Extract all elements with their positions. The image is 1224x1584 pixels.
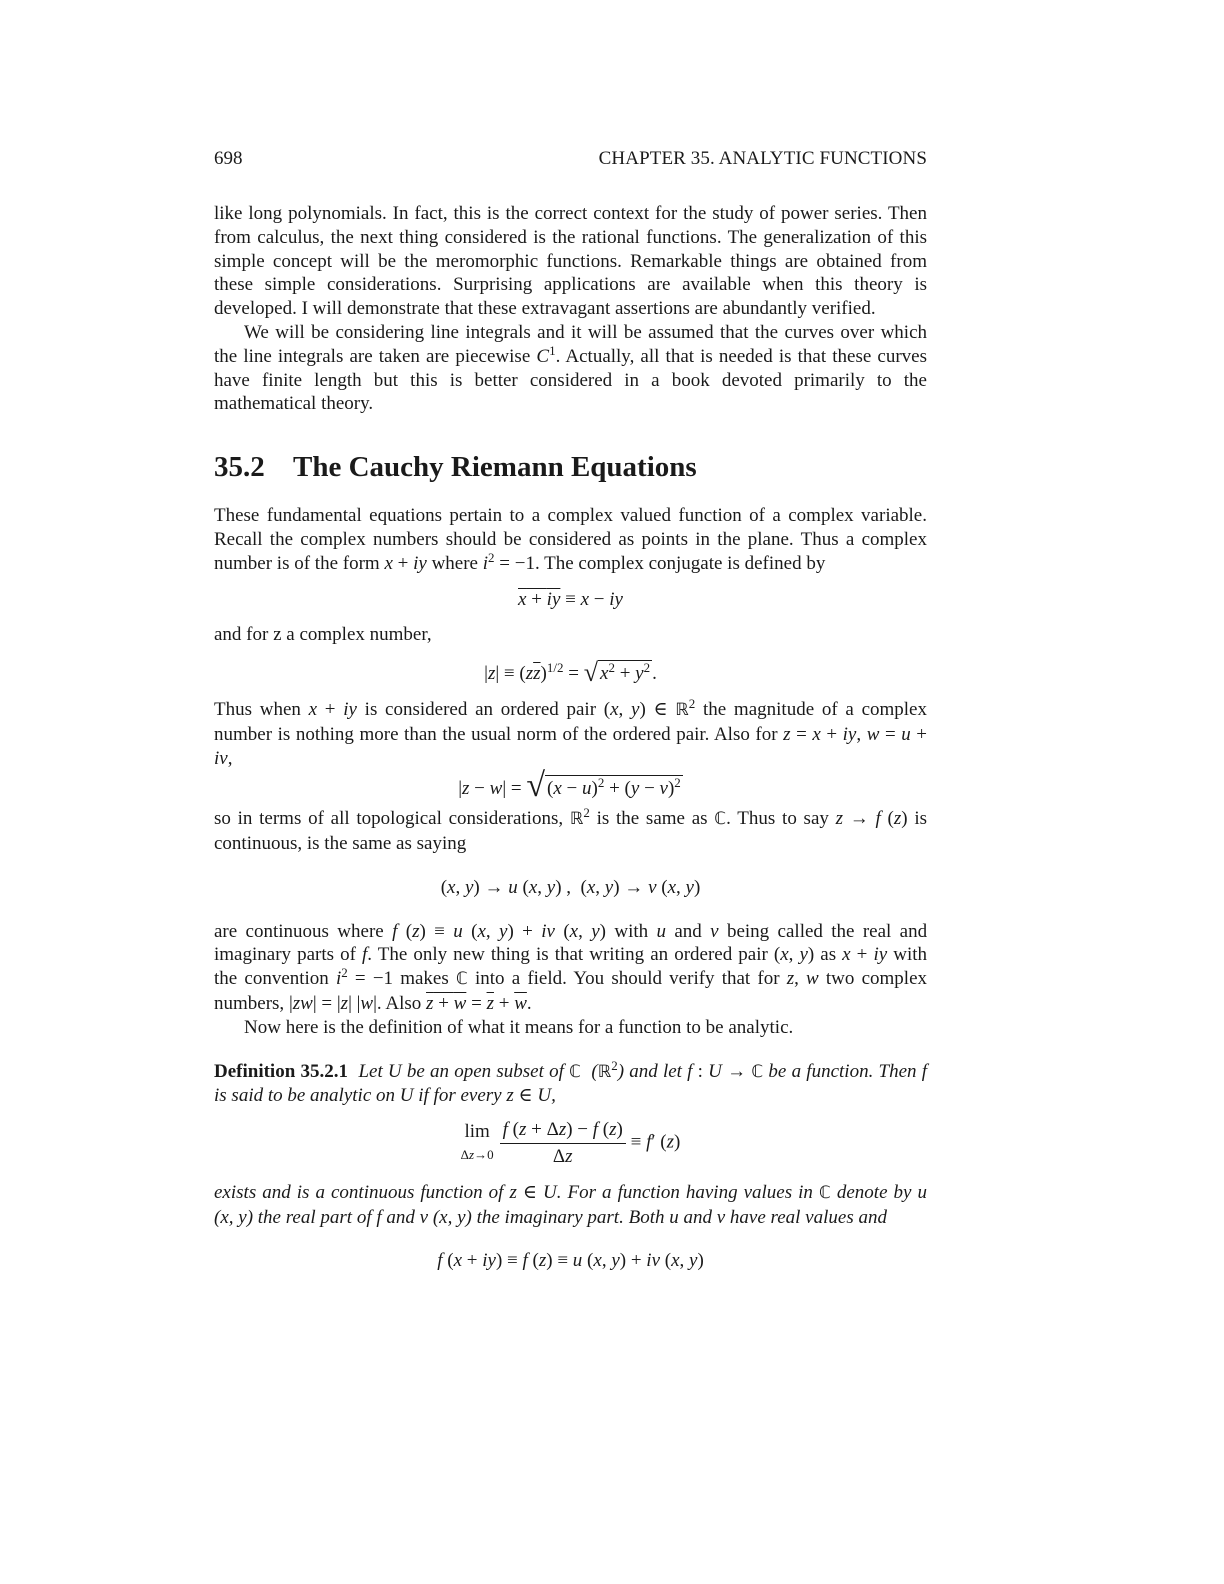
section-title: The Cauchy Riemann Equations (293, 451, 697, 484)
section-heading (214, 450, 927, 484)
definition: Definition 35.2.1 Let U be an open subset of ℂ (ℝ$^2$) and let f : U → ℂ be a function. Then f is said to be analytic on U if for every z ∈ U, lim Δz→0 $\frac{f (z + \Delta z) - f (z)}{\Delta z}$ ≡ f′ (z) exists and is a continuous function of z ∈ U. For a function having values in ℂ denote by u (x, y) the real part of f and v (x, y) the imaginary part. Both u and v have real values and f (x + iy) ≡ f (z) ≡ u (x, y) + iv (x, y) (214, 1057, 928, 1272)
equation-distance: |z − w| = √ $(x - u)^2 + (y - v)^2$ (458, 767, 681, 805)
section-number: 35.2 (214, 451, 265, 484)
paragraph: like long polynomials. In fact, this is the correct context for the study of power series. Then from calculus, the next thing considered is the rational functions. The generalization of this simple concept will be the meromorphic functions. Remarkable things are obtained from these simple considerations. Surprising applications are available when this theory is developed. I will demonstrate that these extravagant assertions are abundantly verified. (214, 203, 927, 320)
equation-conjugate: x + iy ≡ x − iy (518, 588, 623, 610)
paragraph: and for z a complex number, (214, 624, 432, 646)
equation-decomposition: f (x + iy) ≡ f (z) ≡ u (x, y) + iv (x, y) (437, 1250, 704, 1272)
chapter-title: CHAPTER 35. ANALYTIC FUNCTIONS (598, 148, 927, 169)
body-text (214, 202, 927, 1273)
paragraph: Now here is the definition of what it means for a function to be analytic. (244, 1016, 794, 1038)
paragraph: so in terms of all topological considerations, ℝ$^2$ is the same as ℂ. Thus to say z → f (z) is continuous, is the same as saying (214, 805, 928, 854)
paragraph: Thus when x + iy is considered an ordered pair (x, y) ∈ ℝ$^2$ the magnitude of a complex number is nothing more than the usual norm of the ordered pair. Also for z = x + iy, w = u + iv, (214, 695, 927, 769)
page-number: 698 (214, 148, 243, 169)
equation-modulus: $|z| \equiv (z\overline{z})^{1/2}$ = √ $x^2 + y^2$ . (484, 658, 657, 688)
equation-derivative: lim Δz→0 $\frac{f (z + \Delta z) - f (z)}{\Delta z}$ ≡ f′ (z) (460, 1119, 681, 1167)
definition-label: Definition 35.2.1 (214, 1060, 348, 1082)
paragraph: are continuous where f (z) ≡ u (x, y) + iv (x, y) with u and v being called the real and imaginary parts of f. The only new thing is that writing an ordered pair (x, y) as x + iy with the convention $i^2 = -1$ makes ℂ into a field. You should verify that for z, w two complex numbers, |zw| = |z| |w|. Also $z + w = \overline{z} + \overline{w}$. (214, 920, 928, 1014)
paragraph: These fundamental equations pertain to a complex valued function of a complex variable. Recall the complex numbers should be considered as points in the plane. Thus a complex number is of the form x + iy where $i^2 = -1$. The complex conjugate is defined by (214, 505, 927, 574)
paragraph: We will be considering line integrals and it will be assumed that the curves over which the line integrals are taken are piecewise $C^1$. Actually, all that is needed is that these curves have finite length but this is better considered in a book devoted primarily to the mathematical theory. (214, 321, 927, 415)
equation-continuity: (x, y) → u (x, y) , (x, y) → v (x, y) (440, 876, 701, 898)
